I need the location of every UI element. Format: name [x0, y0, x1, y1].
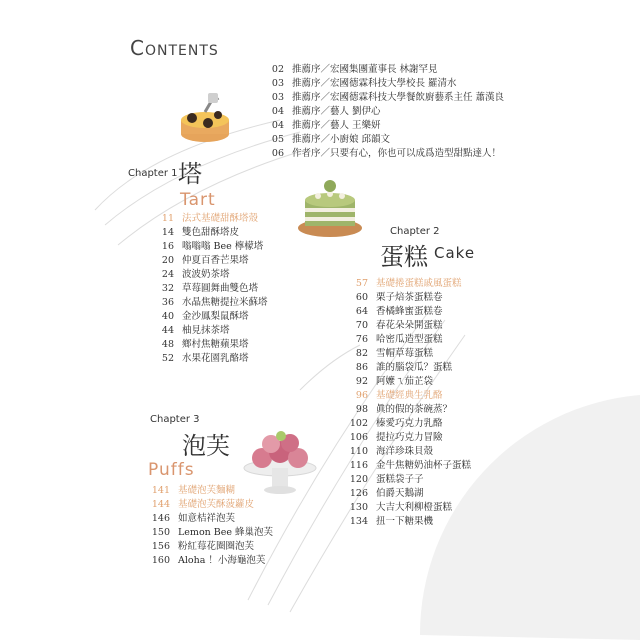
toc-page-number: 14	[161, 227, 174, 238]
toc-entry	[150, 268, 268, 282]
toc-entry	[150, 254, 268, 268]
toc-entry-title: 香橘蜂蜜蛋糕卷	[376, 306, 443, 317]
toc-page-number: 141	[151, 485, 170, 496]
toc-entry	[344, 361, 471, 375]
toc-entry-title: 推薦序／藝人 劉伊心	[292, 106, 381, 117]
toc-entry-title: 栗子焙茶蛋糕卷	[376, 292, 443, 303]
toc-entry-title: 基礎捲蛋糕戚風蛋糕	[376, 278, 462, 289]
toc-entry	[150, 338, 268, 352]
toc-entry-title: 作者序／只要有心，你也可以成爲造型甜點達人！	[292, 148, 502, 159]
toc-page-number: 48	[161, 339, 174, 350]
toc-entry-title: 推薦序／宏國德霖科技大學餐飲廚藝系主任 蕭漢良	[292, 92, 505, 103]
toc-entry	[344, 403, 471, 417]
toc-page-number: 16	[161, 241, 174, 252]
chapter-3-list	[146, 484, 273, 568]
toc-page-number: 110	[349, 446, 368, 457]
toc-entry	[344, 501, 471, 515]
toc-entry	[146, 526, 273, 540]
toc-entry	[344, 291, 471, 305]
toc-entry-title: 推薦序／小廚娘 邱韻文	[292, 134, 391, 145]
toc-entry-title: 水晶焦糖提拉米蘇塔	[182, 297, 268, 308]
toc-entry-title: 蛋糕袋子子	[376, 474, 424, 485]
toc-page-number: 96	[355, 390, 368, 401]
toc-entry-title: 柚見抹茶塔	[182, 325, 230, 336]
toc-page-number: 160	[151, 555, 170, 566]
toc-entry-title: 鄉村焦糖蘋果塔	[182, 339, 249, 350]
toc-page-number: 130	[349, 502, 368, 513]
toc-entry	[268, 91, 504, 105]
toc-entry-title: 推薦序／藝人 王樂妍	[292, 120, 381, 131]
toc-entry	[268, 147, 504, 161]
toc-entry	[150, 212, 268, 226]
toc-page-number: 20	[161, 255, 174, 266]
toc-entry-title: 誰的腦袋瓜？蛋糕	[376, 362, 453, 373]
chapter-2-zh-title: 蛋糕	[380, 243, 428, 271]
chapter-2-list	[344, 277, 471, 529]
toc-entry-title: 提拉巧克力冒險	[376, 432, 443, 443]
toc-entry-title: 伯爵天鵝湖	[376, 488, 424, 499]
toc-entry-title: 眞的假的茶碗蒸？	[376, 404, 453, 415]
toc-page-number: 32	[161, 283, 174, 294]
toc-entry-title: 嗡嗡嗡 Bee 檸檬塔	[182, 241, 264, 252]
toc-page-number: 106	[349, 432, 368, 443]
toc-entry-title: 春花朵朵開蛋糕	[376, 320, 443, 331]
toc-page-number: 126	[349, 488, 368, 499]
toc-page-number: 04	[271, 106, 284, 117]
front-matter-list	[268, 63, 504, 161]
toc-entry-title: 草莓圓舞曲雙色塔	[182, 283, 259, 294]
toc-entry	[268, 119, 504, 133]
toc-entry	[344, 305, 471, 319]
toc-page-number: 86	[355, 362, 368, 373]
toc-entry	[146, 554, 273, 568]
toc-page-number: 04	[271, 120, 284, 131]
toc-entry	[344, 459, 471, 473]
toc-entry	[344, 417, 471, 431]
toc-entry	[150, 240, 268, 254]
toc-entry	[150, 226, 268, 240]
toc-entry-title: 如意桔祥泡芙	[178, 513, 236, 524]
toc-entry-title: 水果花園乳酪塔	[182, 353, 249, 364]
toc-page-number: 03	[271, 92, 284, 103]
toc-entry	[344, 347, 471, 361]
toc-page-number: 24	[161, 269, 174, 280]
chapter-3-en-title: Puffs	[148, 460, 195, 480]
toc-entry-title: 推薦序／宏國德霖科技大學校長 羅清水	[292, 78, 457, 89]
toc-entry-title: 法式基礎甜酥塔殼	[182, 213, 259, 224]
toc-page-number: 36	[161, 297, 174, 308]
chapter-1-list	[150, 212, 268, 366]
chapter-3-label: Chapter 3	[150, 414, 200, 425]
toc-page-number: 70	[355, 320, 368, 331]
toc-page-number: 120	[349, 474, 368, 485]
toc-page-number: 144	[151, 499, 170, 510]
toc-entry	[344, 389, 471, 403]
toc-entry-title: 金牛焦糖奶油杯子蛋糕	[376, 460, 472, 471]
toc-entry	[344, 515, 471, 529]
page-title: Contents	[130, 36, 219, 60]
toc-page-number: 82	[355, 348, 368, 359]
toc-entry-title: 基礎泡芙酥菠蘿皮	[178, 499, 255, 510]
toc-entry-title: 海洋珍珠貝殼	[376, 446, 434, 457]
toc-page-number: 11	[161, 213, 174, 224]
chapter-2-label: Chapter 2	[390, 226, 440, 237]
toc-page-number: 05	[271, 134, 284, 145]
toc-entry-title: 扭一下糖果機	[376, 516, 434, 527]
chapter-1-zh-title: 塔	[178, 160, 202, 188]
chapter-2-en-title: Cake	[434, 244, 476, 262]
chapter-1-en-title: Tart	[180, 190, 216, 210]
toc-page-number: 52	[161, 353, 174, 364]
toc-entry	[150, 310, 268, 324]
toc-entry-title: Lemon Bee 蜂巢泡芙	[178, 527, 274, 538]
toc-page-number: 64	[355, 306, 368, 317]
chapter-1-label: Chapter 1	[128, 168, 178, 179]
toc-entry	[344, 473, 471, 487]
toc-page-number: 76	[355, 334, 368, 345]
toc-page-number: 02	[271, 64, 284, 75]
toc-page-number: 40	[161, 311, 174, 322]
toc-entry	[268, 63, 504, 77]
toc-page-number: 03	[271, 78, 284, 89]
cake-photo	[298, 180, 362, 237]
tart-photo	[181, 93, 229, 142]
toc-page-number: 98	[355, 404, 368, 415]
chapter-3-zh-title: 泡芙	[182, 432, 230, 460]
toc-entry	[268, 133, 504, 147]
toc-page-number: 134	[349, 516, 368, 527]
toc-entry-title: 基礎泡芙麵糊	[178, 485, 236, 496]
toc-entry-title: 雙色甜酥塔皮	[182, 227, 240, 238]
toc-entry-title: 粉紅莓花圈圈泡芙	[178, 541, 255, 552]
toc-page-number: 44	[161, 325, 174, 336]
toc-entry	[344, 487, 471, 501]
toc-entry	[150, 324, 268, 338]
toc-entry-title: Aloha ！小海龜泡芙	[178, 555, 266, 566]
toc-entry	[146, 512, 273, 526]
toc-entry-title: 哈密瓜造型蛋糕	[376, 334, 443, 345]
toc-page-number: 102	[349, 418, 368, 429]
toc-entry	[268, 105, 504, 119]
toc-entry	[150, 352, 268, 366]
toc-entry	[344, 445, 471, 459]
toc-entry	[146, 498, 273, 512]
toc-page-number: 156	[151, 541, 170, 552]
toc-entry	[344, 277, 471, 291]
toc-entry	[344, 431, 471, 445]
toc-entry-title: 波波奶茶塔	[182, 269, 230, 280]
toc-entry-title: 雪帽草莓蛋糕	[376, 348, 434, 359]
toc-page-number: 92	[355, 376, 368, 387]
toc-entry	[344, 319, 471, 333]
toc-entry	[146, 484, 273, 498]
toc-entry	[344, 333, 471, 347]
toc-entry	[344, 375, 471, 389]
toc-entry	[146, 540, 273, 554]
toc-page-number: 116	[349, 460, 368, 471]
toc-entry	[150, 296, 268, 310]
toc-entry	[268, 77, 504, 91]
toc-entry-title: 大吉大利柳橙蛋糕	[376, 502, 453, 513]
toc-page-number: 60	[355, 292, 368, 303]
toc-page-number: 06	[271, 148, 284, 159]
toc-page-number: 150	[151, 527, 170, 538]
toc-page-number: 57	[355, 278, 368, 289]
toc-entry-title: 仲夏百香芒果塔	[182, 255, 249, 266]
toc-entry-title: 金沙鳳梨鼠酥塔	[182, 311, 249, 322]
toc-entry-title: 榛愛巧克力乳酪	[376, 418, 443, 429]
toc-entry-title: 阿嬤ㄟ茄芷袋	[376, 376, 434, 387]
toc-entry	[150, 282, 268, 296]
toc-page-number: 146	[151, 513, 170, 524]
toc-entry-title: 推薦序／宏國集團董事長 林謝罕見	[292, 64, 438, 75]
toc-entry-title: 基礎經典生乳酪	[376, 390, 443, 401]
